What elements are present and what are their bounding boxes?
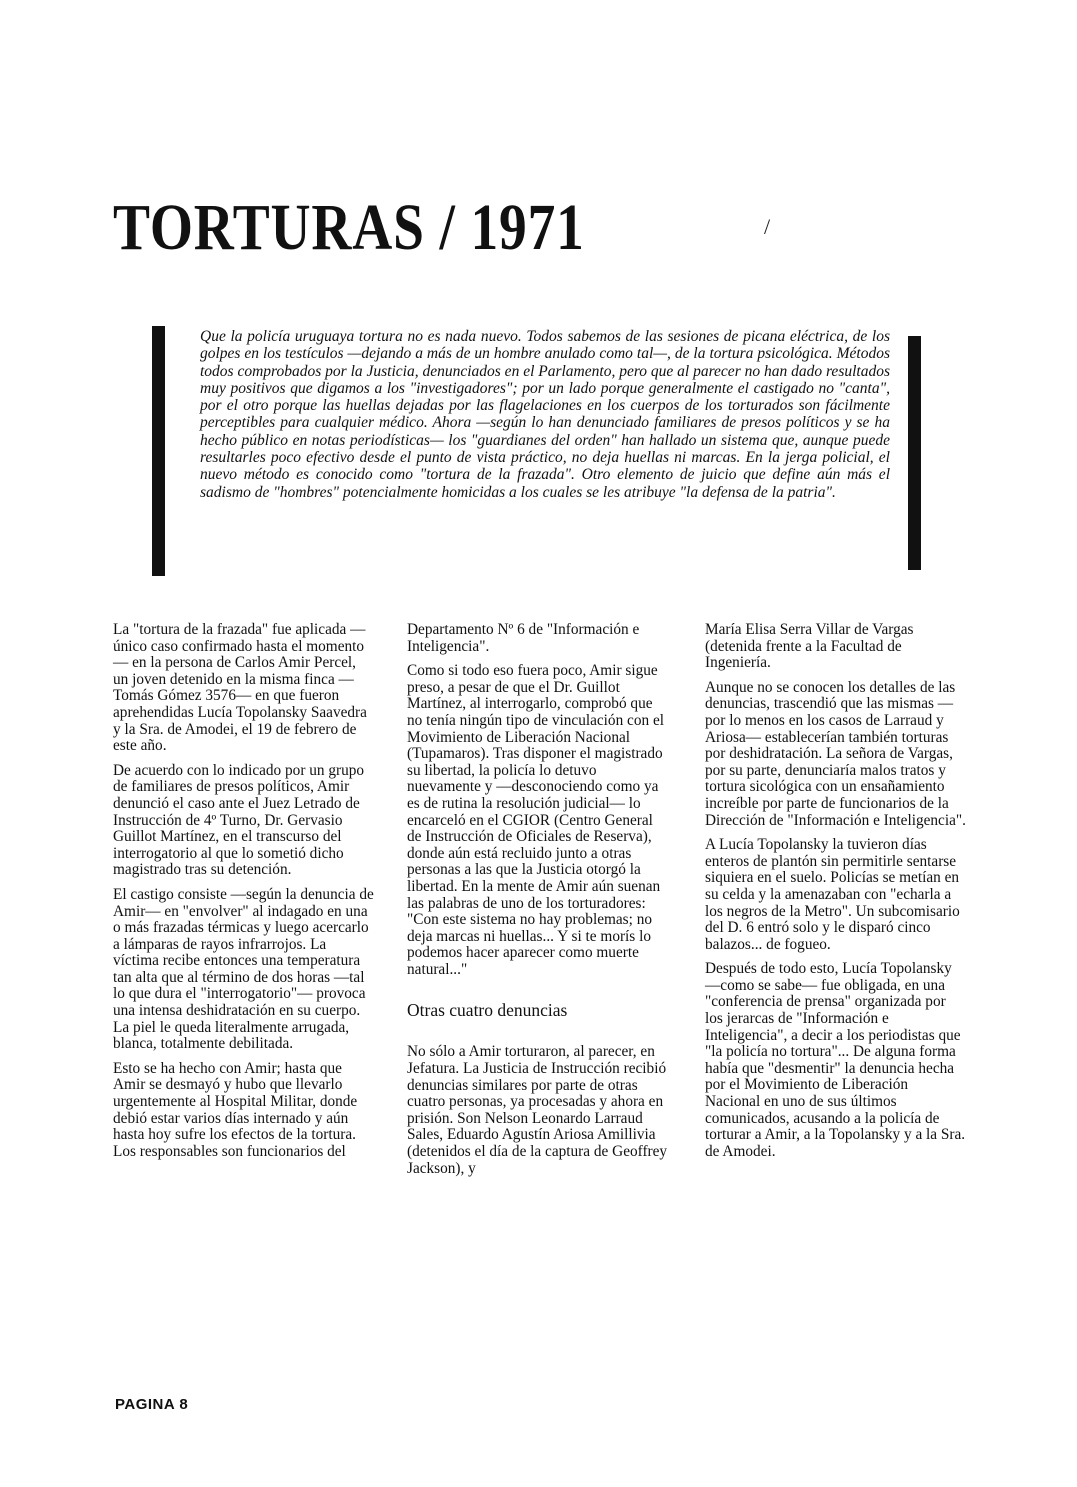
article-title: TORTURAS / 1971: [113, 191, 585, 264]
body-paragraph: La "tortura de la frazada" fue aplicada —único caso confirmado hasta el momento— en la persona de Carlos Amir Percel, un joven detenido en la misma finca —Tomás Gómez 3576— en que fueron aprehendidas Lucía Topolansky Saavedra y la Sra. de Amodei, el 19 de febrero de este año.: [113, 621, 367, 755]
body-paragraph: Departamento Nº 6 de "Información e Inteligencia".: [407, 621, 640, 655]
body-paragraph: No sólo a Amir torturaron, al parecer, en Jefatura. La Justicia de Instrucción recibió denuncias similares por parte de otras cuatro personas, ya procesadas y ahora en prisión. Son Nelson Leonardo Larraud Sales, Eduardo Agustín Ariosa Amillivia (detenidos el día de la captura de Geoffrey Jackson), y: [407, 1043, 668, 1177]
intro-paragraph: Que la policía uruguaya tortura no es nada nuevo. Todos sabemos de las sesiones de picana eléctrica, de los golpes en los testículos —dejando a más de un hombre anulado como tal—, de la tortura psicológica. Métodos todos comprobados por la Justicia, denunciados en el Parlamento, pero que al parecer no han dado resultados muy positivos que digamos a los "investigadores"; por un lado porque generalmente el castigado no "canta", por el otro porque las huellas dejadas por las flagelaciones en los cuerpos de los torturados son fácilmente perceptibles para cualquier médico. Ahora —según lo han denunciado familiares de presos políticos y se ha hecho público en notas periodísticas— los "guardianes del orden" han hallado un sistema que, aunque puede resultarles poco efectivo desde el punto de vista práctico, no deja huellas ni marcas. En la jerga policial, el nuevo método es conocido como "tortura de la frazada". Otro elemento de juicio que define aún más el sadismo de "hombres" potencialmente homicidas a los cuales se les atribuye "la defensa de la patria".: [200, 328, 890, 501]
body-column-3: [705, 622, 967, 1168]
body-paragraph: A Lucía Topolansky la tuvieron días enteros de plantón sin permitirle sentarse siquiera en el suelo. Policías se metían en su celda y la amenazaban con "echarla a los negros de la Metro". Un subcomisario del D. 6 entró solo y le disparó cinco balazos... de fogueo.: [705, 836, 960, 953]
body-paragraph: Después de todo esto, Lucía Topolansky —como se sabe— fue obligada, en una "conferencia de prensa" organizada por los jerarcas de "Información e Inteligencia", a decir a los periodistas que "la policía no tortura"... De alguna forma había que "desmentir" la denuncia hecha por el Movimiento de Liberación Nacional en uno de sus últimos comunicados, acusando a la policía de torturar a Amir, a la Topolansky y a la Sra. de Amodei.: [705, 960, 966, 1160]
body-column-1: [113, 622, 375, 1168]
body-paragraph: De acuerdo con lo indicado por un grupo de familiares de presos políticos, Amir denunció el caso ante el Juez Letrado de Instrucción de 4º Turno, Dr. Gervasio Guillot Martínez, en el transcurso del interrogatorio al que lo sometió dicho magistrado tras su detención.: [113, 761, 365, 879]
section-subheading: Otras cuatro denuncias: [407, 1000, 568, 1021]
body-paragraph: María Elisa Serra Villar de Vargas (detenida frente a la Facultad de Ingeniería.: [705, 621, 914, 672]
intro-right-rule: [908, 336, 921, 570]
body-paragraph: Como si todo eso fuera poco, Amir sigue preso, a pesar de que el Dr. Guillot Martínez, al interrogarlo, comprobó que no tenía ningún tipo de vinculación con el Movimiento de Liberación Nacional (Tupamaros). Tras disponer el magistrado su libertad, la policía lo detuvo nuevamente y —desconociendo como ya es de rutina la resolución judicial— lo encarceló en el CGIOR (Centro General de Instrucción de Oficiales de Reserva), donde aún está recluido junto a otras personas a las que la Justicia otorgó la libertad. En la mente de Amir aún suenan las palabras de uno de los torturadores: "Con este sistema no hay problemas; no deja marcas ni huellas... Y si te morís lo podemos hacer aparecer como muerte natural...": [407, 662, 665, 978]
body-paragraph: Aunque no se conocen los detalles de las denuncias, trascendió que las mismas —por lo menos en los casos de Larraud y Ariosa— establecerían también torturas por deshidratación. La señora de Vargas, por su parte, denunciaría malos tratos y tortura sicológica con un ensañamiento increíble por parte de funcionarios de la Dirección de "Información e Inteligencia".: [705, 678, 966, 829]
body-column-2: [407, 622, 669, 1185]
stray-print-mark: /: [764, 214, 771, 239]
intro-left-rule: [152, 326, 165, 576]
body-paragraph: Esto se ha hecho con Amir; hasta que Amir se desmayó y hubo que llevarlo urgentemente al Hospital Militar, donde debió estar varios días internado y aún hasta hoy sufre los efectos de la tortura. Los responsables son funcionarios del: [113, 1059, 358, 1160]
page-number: PAGINA 8: [115, 1396, 189, 1413]
body-paragraph: El castigo consiste —según la denuncia de Amir— en "envolver" al indagado en una o más frazadas térmicas y luego acercarlo a lámparas de rayos infrarrojos. La víctima recibe entonces una temperatura tan alta que al término de dos horas —tal lo que dura el "interrogatorio"— provoca una intensa deshidratación en su cuerpo. La piel le queda literalmente arrugada, blanca, totalmente debilitada.: [113, 885, 374, 1053]
